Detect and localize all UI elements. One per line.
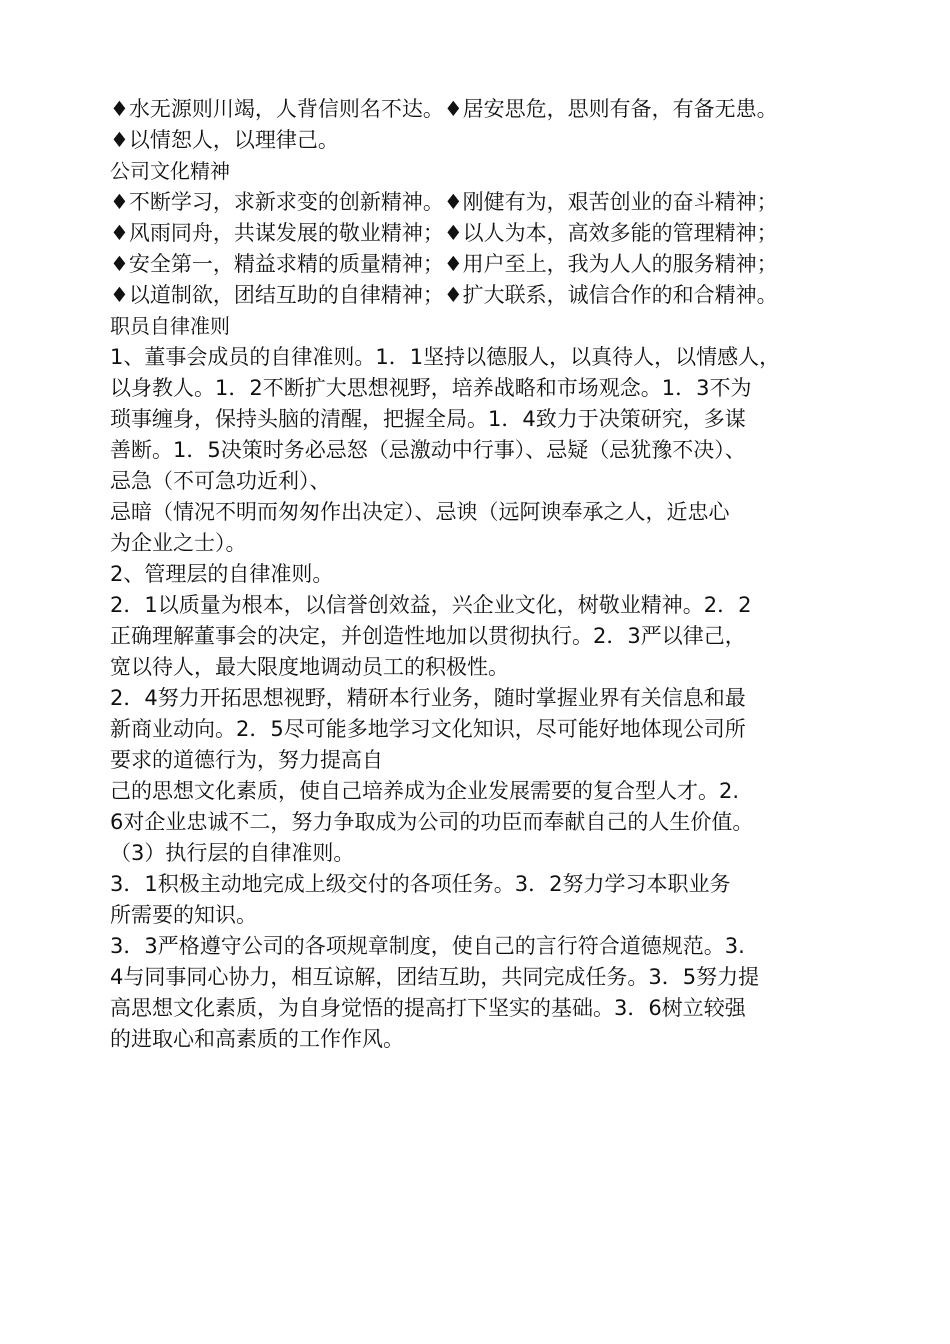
text-line: 为企业之士）。 [110,531,247,555]
text-line: 己的思想文化素质，使自己培养成为企业发展需要的复合型人才。2. [110,779,740,803]
text-line: ♦以道制欲，团结互助的自律精神；♦扩大联系，诚信合作的和合精神。 [110,283,778,307]
text-line: 琐事缠身，保持头脑的清醒，把握全局。1．4致力于决策研究，多谋 [110,407,746,431]
text-line: ♦风雨同舟，共谋发展的敬业精神；♦以人为本，高效多能的管理精神； [110,221,778,245]
text-line: ♦安全第一，精益求精的质量精神；♦用户至上，我为人人的服务精神； [110,252,778,276]
text-line: 忌暗（情况不明而匆匆作出决定）、忌谀（远阿谀奉承之人，近忠心 [110,500,730,524]
text-line: 3．3严格遵守公司的各项规章制度，使自己的言行符合道德规范。3. [110,934,745,958]
text-line: 新商业动向。2．5尽可能多地学习文化知识，尽可能好地体现公司所 [110,717,746,741]
text-line: 3．1积极主动地完成上级交付的各项任务。3．2努力学习本职业务 [110,872,731,896]
text-line: 要求的道德行为，努力提高自 [110,748,383,772]
text-line: ♦以情恕人，以理律己。 [110,128,339,152]
text-line: ♦不断学习，求新求变的创新精神。♦刚健有为，艰苦创业的奋斗精神； [110,190,778,214]
text-line: 2、管理层的自律准则。 [110,562,334,586]
text-line: 6对企业忠诚不二，努力争取成为公司的功臣而奉献自己的人生价值。 [110,810,754,834]
text-line: 善断。1．5决策时务必忌怒（忌激动中行事）、忌疑（忌犹豫不决）、 [110,438,746,462]
text-line: 4与同事同心协力，相互谅解，团结互助，共同完成任务。3．5努力提 [110,965,760,989]
text-line: 1、董事会成员的自律准则。1．1坚持以德服人，以真待人，以情感人， [110,345,781,369]
text-line: 宽以待人，最大限度地调动员工的积极性。 [110,655,509,679]
text-line: 2．1以质量为根本，以信誉创效益，兴企业文化，树敬业精神。2．2 [110,593,752,617]
document-body [110,94,850,1055]
text-line: 所需要的知识。 [110,903,257,927]
text-line: （3）执行层的自律准则。 [110,841,355,865]
text-line: 的进取心和高素质的工作作风。 [110,1027,404,1051]
text-line: 忌急（不可急功近利）、 [110,469,331,493]
text-line: 2．4努力开拓思想视野，精研本行业务，随时掌握业界有关信息和最 [110,686,746,710]
text-line: 高思想文化素质，为自身觉悟的提高打下坚实的基础。3．6树立较强 [110,996,746,1020]
section-heading-staff-rules: 职员自律准则 [110,314,230,338]
text-line: 以身教人。1．2不断扩大思想视野，培养战略和市场观念。1．3不为 [110,376,752,400]
text-line: ♦水无源则川竭，人背信则名不达。♦居安思危，思则有备，有备无患。 [110,97,778,121]
text-line: 正确理解董事会的决定，并创造性地加以贯彻执行。2．3严以律己， [110,624,746,648]
section-heading-culture: 公司文化精神 [110,159,230,183]
